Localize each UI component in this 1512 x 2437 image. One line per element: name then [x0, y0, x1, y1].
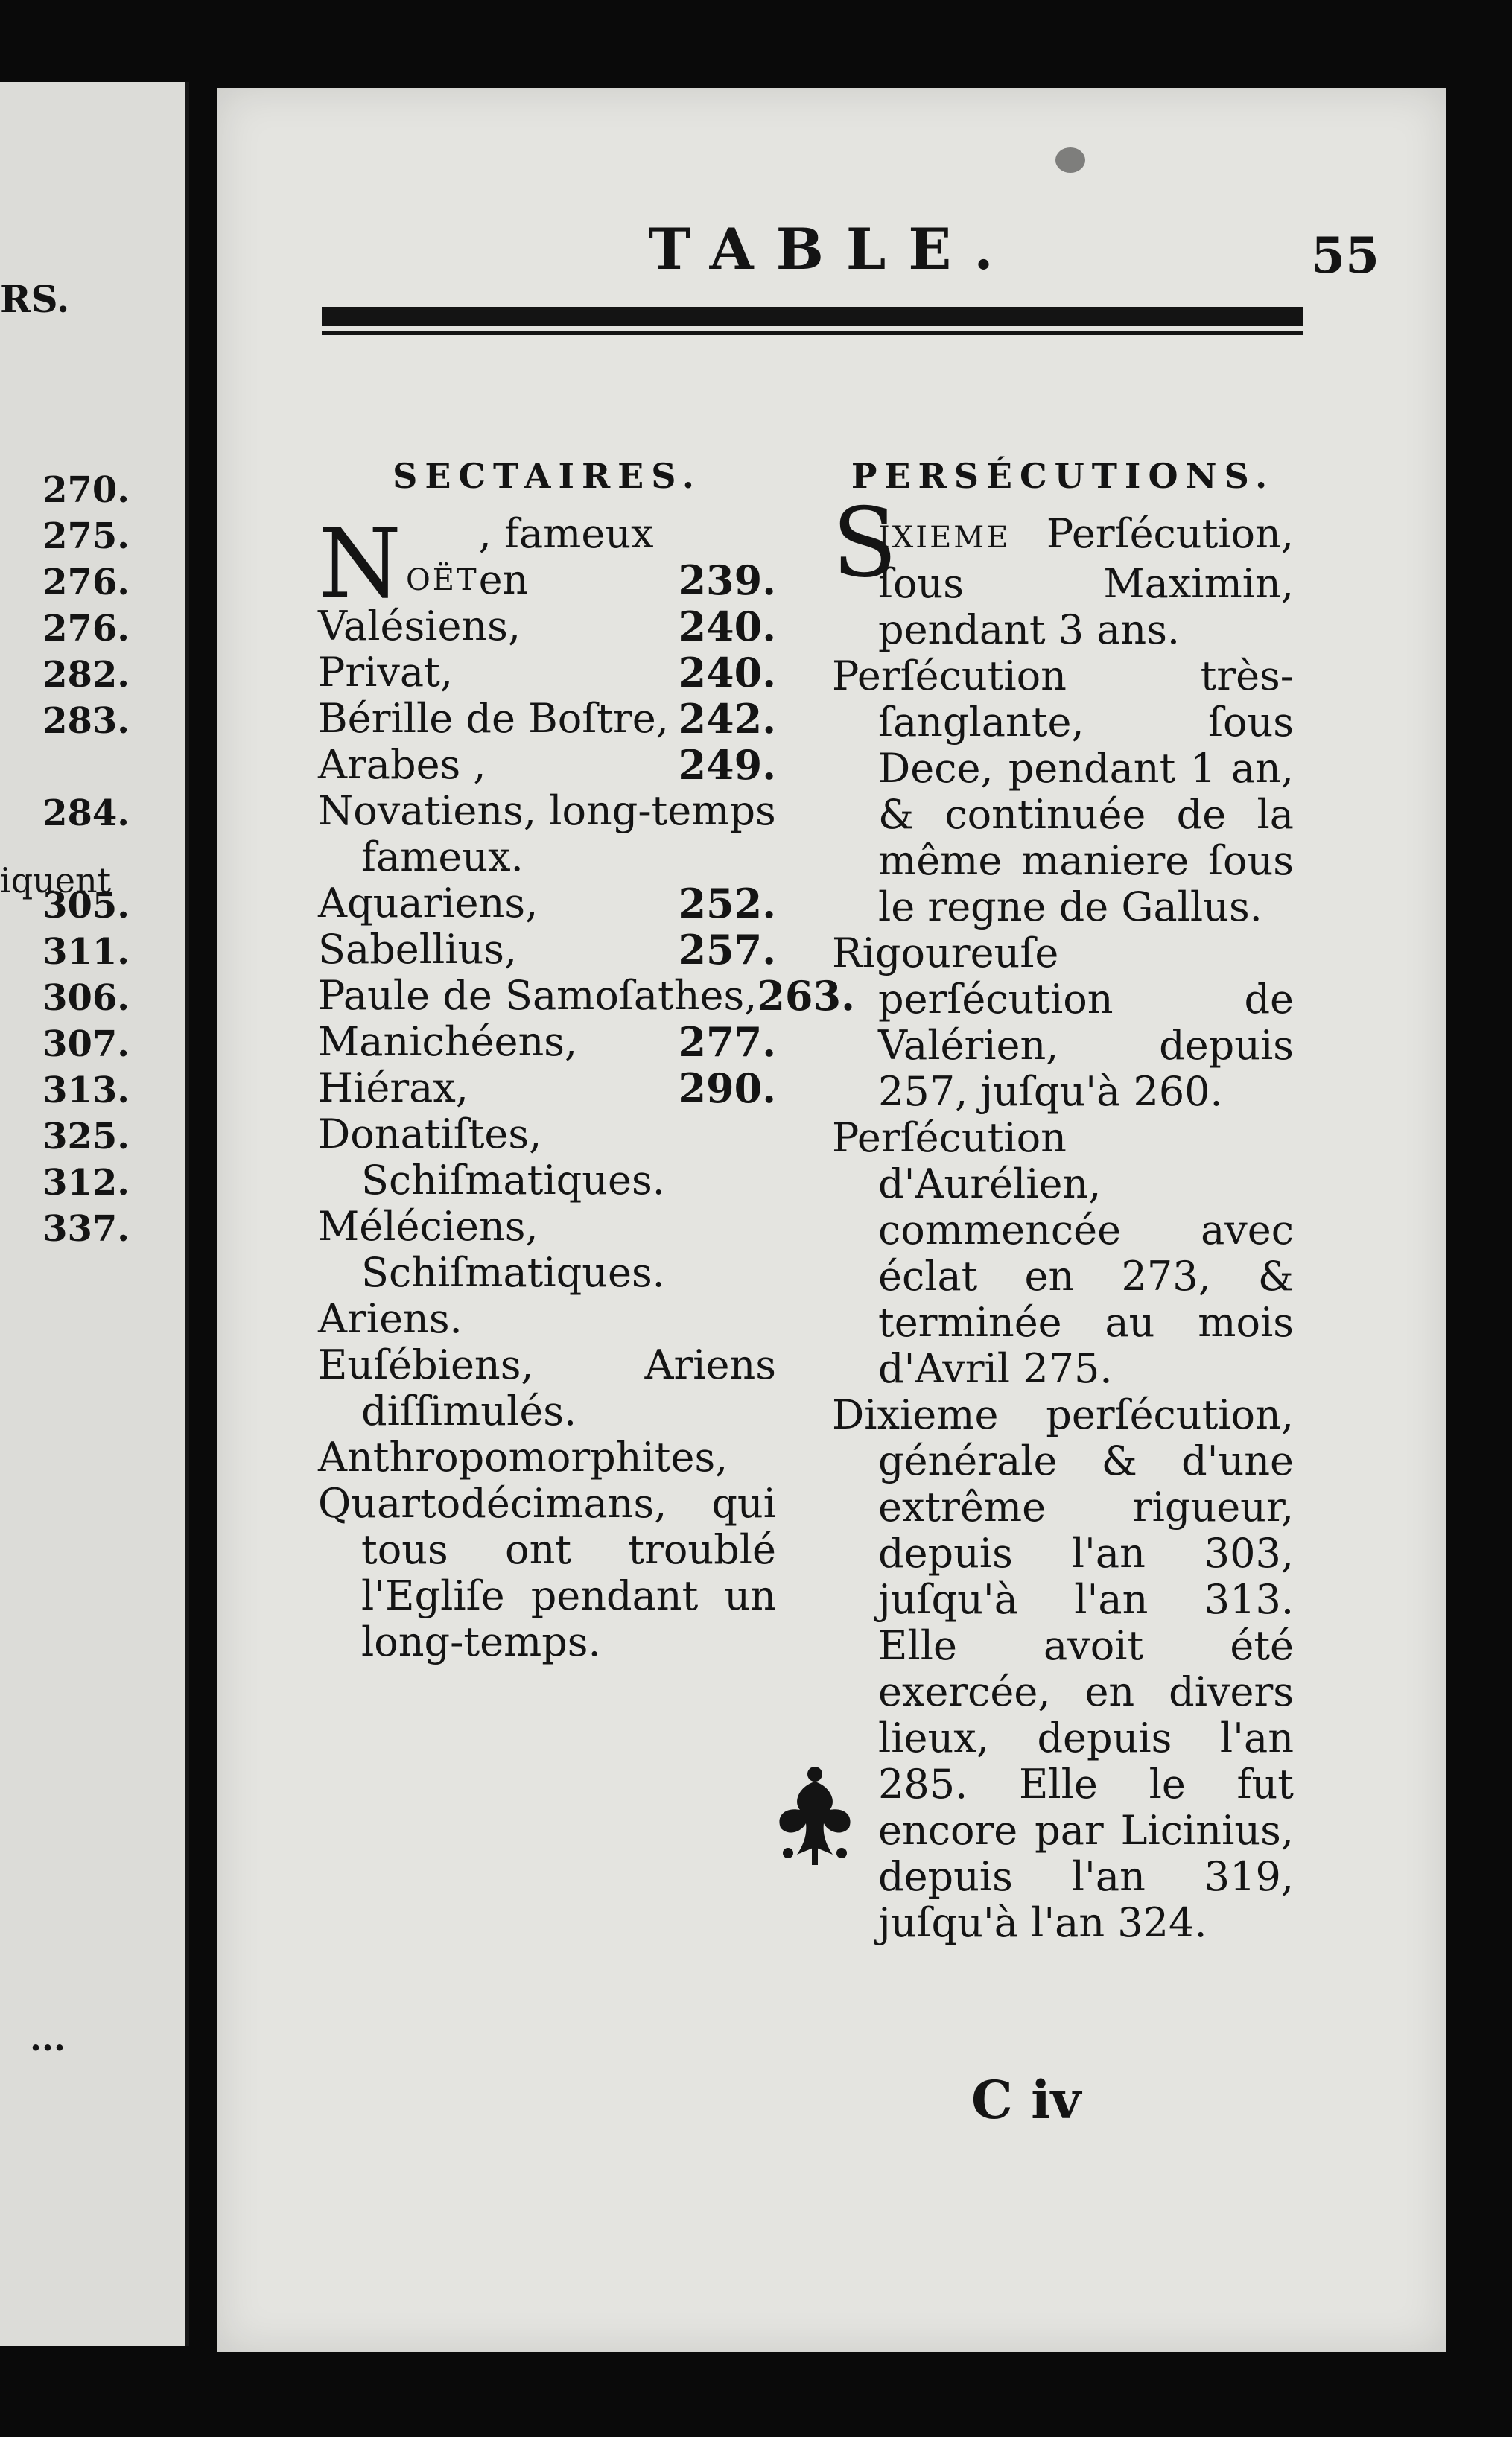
page-number: 55	[1311, 226, 1379, 285]
signature-mark: C iv	[971, 2069, 1081, 2131]
entry-name: Hiérax,	[318, 1064, 468, 1111]
list-item	[318, 1065, 776, 1111]
running-title: TABLE.	[648, 216, 1016, 282]
list-item	[318, 696, 776, 742]
list-item: Rigoureuſe perſécution de Valérien, depuis 257, juſqu'à 260.	[832, 930, 1294, 1115]
list-item	[318, 742, 776, 788]
sectaires-first-entry	[318, 509, 776, 620]
entry-number: 277.	[678, 1018, 776, 1066]
facing-number: 275.	[42, 515, 130, 557]
list-item	[318, 603, 776, 649]
facing-number: 305.	[42, 885, 130, 927]
entry-name: Donatiſtes, Schiſmatiques.	[318, 1111, 665, 1204]
entry-name: Aquariens,	[318, 880, 539, 927]
facing-number: 313.	[42, 1070, 130, 1111]
entry-number: 239.	[678, 556, 776, 604]
facing-number: 307.	[42, 1023, 130, 1065]
facing-number: 311.	[42, 931, 130, 973]
header-rule-thin	[322, 331, 1303, 335]
entry-number: 242.	[678, 695, 776, 743]
list-item: Perſécution très-ſanglante, ſous Dece, pendant 1 an, & continuée de la même maniere ſous le regne de Gallus.	[832, 652, 1294, 930]
facing-page-header: RS.	[0, 277, 70, 321]
list-item: Dixieme perſécution, générale & d'une extrême rigueur, depuis l'an 303, juſqu'à l'an 313. Elle avoit été exercée, en divers lieux, depuis l'an 285. Elle le fut encore par Licinius, depuis l'an 319, juſqu'à l'an 324.	[832, 1391, 1294, 1946]
facing-number: 283.	[42, 700, 130, 742]
book-page	[217, 88, 1446, 2352]
entry-text: , fameux en	[478, 510, 654, 603]
list-item	[318, 1111, 776, 1204]
ink-spot	[1055, 147, 1085, 173]
facing-number: 312.	[42, 1162, 130, 1204]
smallcaps-word: OËT	[406, 563, 479, 597]
list-item	[318, 880, 776, 927]
entry-name: Sabellius,	[318, 926, 518, 973]
entry-name: Euſébiens, Ariens diſſimulés.	[318, 1341, 776, 1434]
facing-number: 325.	[42, 1116, 130, 1157]
entry-name: Arabes ,	[318, 741, 486, 788]
facing-number: 276.	[42, 608, 130, 649]
entry-name: Privat,	[318, 649, 453, 696]
facing-number	[18, 746, 130, 792]
facing-number: 306.	[42, 977, 130, 1019]
entry-number: 263.	[757, 972, 855, 1020]
entry-name: Ariens.	[318, 1295, 463, 1342]
list-item	[318, 1296, 776, 1342]
smallcaps-word: IXIEME	[878, 521, 1011, 555]
entry-name: Manichéens,	[318, 1018, 578, 1065]
list-item	[318, 649, 776, 696]
entry-name: Quartodécimans, qui tous ont troublé l'Egliſe pendant un long-temps.	[318, 1480, 776, 1665]
header-rule-thick	[322, 307, 1303, 326]
entry-number: 252.	[678, 880, 776, 927]
facing-ellipsis: ...	[30, 2018, 66, 2059]
entry-number: 240.	[678, 603, 776, 650]
persecutions-column	[832, 453, 1294, 1946]
facing-number: 282.	[42, 654, 130, 696]
drop-cap: S	[832, 488, 898, 599]
list-item: Perſécution d'Aurélien, commencée avec éclat en 273, & terminée au mois d'Avril 275.	[832, 1114, 1294, 1392]
entry-name: Paule de Samoſathes,	[318, 972, 757, 1019]
list-item	[318, 927, 776, 973]
facing-number: 284.	[42, 792, 130, 834]
entry-name: Bérille de Boſtre,	[318, 695, 669, 742]
facing-number: 276.	[42, 562, 130, 603]
list-item	[318, 1342, 776, 1434]
entry-name: Novatiens, long-temps fameux.	[318, 787, 776, 880]
list-item	[832, 488, 1294, 653]
entry-name: Anthropomorphites,	[318, 1434, 728, 1481]
facing-page	[0, 82, 189, 2346]
list-item	[318, 1204, 776, 1296]
entry-name: Méléciens, Schiſmatiques.	[318, 1203, 665, 1296]
sectaires-heading: SECTAIRES.	[393, 456, 702, 496]
entry-number: 257.	[678, 926, 776, 973]
sectaires-column	[318, 453, 855, 1665]
persecutions-heading: PERSÉCUTIONS.	[851, 456, 1275, 496]
entry-text: Perſécution, ſous Maximin, pendant 3 ans.	[878, 510, 1294, 653]
facing-word-fragment: iquent	[0, 860, 112, 900]
list-item	[318, 972, 855, 1020]
facing-number: 270.	[42, 469, 130, 511]
fleuron-ornament	[770, 1764, 860, 1868]
facing-number: 337.	[42, 1208, 130, 1250]
entry-number: 290.	[678, 1064, 776, 1112]
entry-number: 240.	[678, 649, 776, 696]
list-item	[318, 1019, 776, 1065]
entry-number: 249.	[678, 741, 776, 789]
list-item	[318, 788, 776, 880]
list-item	[318, 1481, 776, 1665]
drop-cap: N	[318, 509, 401, 620]
entry-name: Valésiens,	[318, 603, 521, 649]
list-item	[318, 1434, 776, 1481]
